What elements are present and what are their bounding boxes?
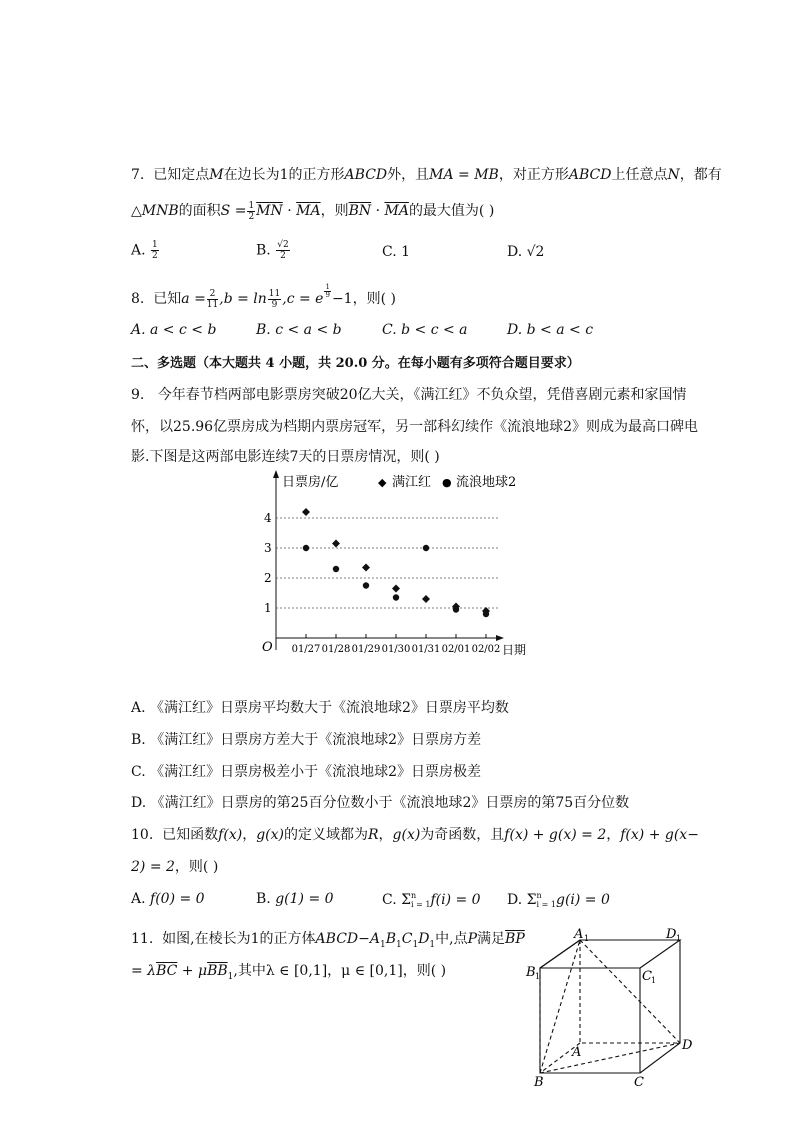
label-A: A	[572, 1045, 582, 1060]
q10-option-d[interactable]: D. Σ n i = 1 g(i) = 0	[507, 891, 610, 909]
label-B: B	[534, 1075, 544, 1088]
q9-line1: 9. 今年春节档两部电影票房突破20亿大关，《满江红》不负众望，凭借喜剧元素和家国情	[131, 387, 687, 403]
q7-line2: △MNB的面积S = $\frac{1}{2}$ $\overline{MN} \cdot \overline{MA}$，则$\overline{BN} \cdot \overline{MA}$的最大值为( )	[131, 200, 495, 222]
cube-right-face	[640, 940, 680, 1073]
cube-diagonal-a1b1	[540, 940, 580, 968]
q8-stem: 8. 已知a = $\frac{2}{11}$ ,b = ln $\frac{11}{9}$ ,c = e $^{\frac{1}{9}}$ −1，则( )	[131, 283, 396, 310]
q10-option-b[interactable]: B. g(1) = 0	[256, 891, 334, 907]
y-axis-arrow	[273, 470, 279, 478]
legend-label-2: 流浪地球2	[456, 475, 517, 490]
q8-option-d[interactable]: D. b < a < c	[507, 322, 594, 338]
x-tick-label: 01/27	[291, 644, 321, 655]
q9-line3: 影.下图是这两部电影连续7天的日票房情况，则( )	[131, 449, 440, 465]
label-B1: B	[526, 965, 536, 980]
label-D1-sub: 1	[676, 934, 682, 943]
label-A1: A	[574, 928, 584, 942]
q10-line2: 2) = 2，则( )	[131, 859, 219, 875]
q9-option-b[interactable]: B. 《满江红》日票房方差大于《流浪地球2》日票房方差	[131, 732, 482, 748]
q7-line1: 7. 已知定点M在边长为1的正方形ABCD外，且MA = MB，对正方形ABCD上任意点N，都有	[131, 167, 722, 183]
cube-diagonals	[540, 940, 680, 1073]
q8-option-c[interactable]: C. b < c < a	[382, 322, 468, 338]
cube-front-face	[540, 968, 640, 1073]
legend-label-1: 满江红	[392, 475, 432, 490]
data-point-满江红	[332, 540, 340, 548]
box-office-chart	[258, 468, 558, 658]
label-C1-sub: 1	[651, 976, 657, 985]
legend-symbol-1: ◆	[378, 476, 387, 489]
y-tick-label: 3	[264, 541, 272, 555]
label-A1-sub: 1	[584, 934, 590, 943]
x-axis-title: 日期	[502, 643, 527, 657]
y-tick-label: 2	[264, 571, 272, 585]
label-C1: C	[642, 969, 652, 984]
data-point-满江红	[392, 585, 400, 593]
y-tick-label: 4	[264, 511, 272, 525]
q7-option-d[interactable]: D. √2	[507, 244, 545, 260]
q8-option-b[interactable]: B. c < a < b	[256, 322, 342, 338]
data-point-流浪地球2	[483, 611, 489, 617]
q8-option-a[interactable]: A. a < c < b	[131, 322, 217, 338]
q10-option-a[interactable]: A. f(0) = 0	[131, 891, 205, 907]
x-tick-label: 01/30	[381, 644, 411, 655]
data-point-流浪地球2	[303, 545, 309, 551]
x-tick-label: 02/02	[471, 644, 501, 655]
label-B1-sub: 1	[535, 972, 541, 981]
data-point-满江红	[302, 508, 310, 516]
q10-option-c[interactable]: C. Σ n i = 1 f(i) = 0	[382, 891, 481, 909]
q9-option-d[interactable]: D. 《满江红》日票房的第25百分位数小于《流浪地球2》日票房的第75百分位数	[131, 795, 630, 811]
cube-diagonal-a1d	[580, 940, 680, 1043]
q7-option-c[interactable]: C. 1	[382, 244, 411, 260]
q9-option-a[interactable]: A. 《满江红》日票房平均数大于《流浪地球2》日票房平均数	[131, 700, 509, 716]
x-tick-label: 01/29	[351, 644, 381, 655]
y-axis-title: 日票房/亿	[282, 475, 339, 490]
x-tick-label: 01/31	[411, 644, 441, 655]
label-C: C	[634, 1075, 644, 1088]
data-point-流浪地球2	[393, 594, 399, 600]
q11-line2: = $\lambda\overline{BC} + \mu\overline{BB}_1$,其中λ ∈ [0,1]，μ ∈ [0,1]，则( )	[131, 963, 447, 982]
data-point-满江红	[362, 564, 370, 572]
q9-option-c[interactable]: C. 《满江红》日票房极差小于《流浪地球2》日票房极差	[131, 764, 482, 780]
data-point-流浪地球2	[363, 582, 369, 588]
label-D: D	[682, 1038, 693, 1053]
q11-line1: 11. 如图,在棱长为1的正方体$ABCD-A_1B_1C_1D_1$中,点P满足$\overline{BP}$	[131, 931, 525, 950]
q7-option-b[interactable]: B. $\frac{√2}{2}$	[256, 240, 289, 261]
q10-line1: 10. 已知函数f(x)，g(x)的定义域都为R，g(x)为奇函数，且f(x) + g(x) = 2，f(x) + g(x−	[131, 827, 699, 843]
q9-line2: 怀，以25.96亿票房成为档期内票房冠军，另一部科幻续作《流浪地球2》则成为最高口碑电	[131, 419, 698, 435]
x-axis-arrow	[496, 635, 504, 641]
data-point-流浪地球2	[333, 566, 339, 572]
cube-hidden-edges	[540, 940, 680, 1073]
cube-top-face	[540, 940, 680, 968]
data-point-流浪地球2	[423, 545, 429, 551]
data-point-满江红	[422, 595, 430, 603]
origin-label: O	[262, 640, 273, 655]
label-D1: D	[666, 928, 677, 942]
section-heading: 二、多选题（本大题共 4 小题，共 20.0 分。在每小题有多项符合题目要求）	[131, 356, 580, 371]
x-tick-label: 02/01	[441, 644, 471, 655]
x-tick-label: 01/28	[321, 644, 351, 655]
y-tick-label: 1	[264, 601, 272, 615]
legend-symbol-2: ●	[442, 476, 452, 489]
cube-figure	[520, 928, 710, 1088]
q7-option-a[interactable]: A. $\frac{1}{2}$	[131, 240, 158, 261]
data-point-流浪地球2	[453, 606, 459, 612]
